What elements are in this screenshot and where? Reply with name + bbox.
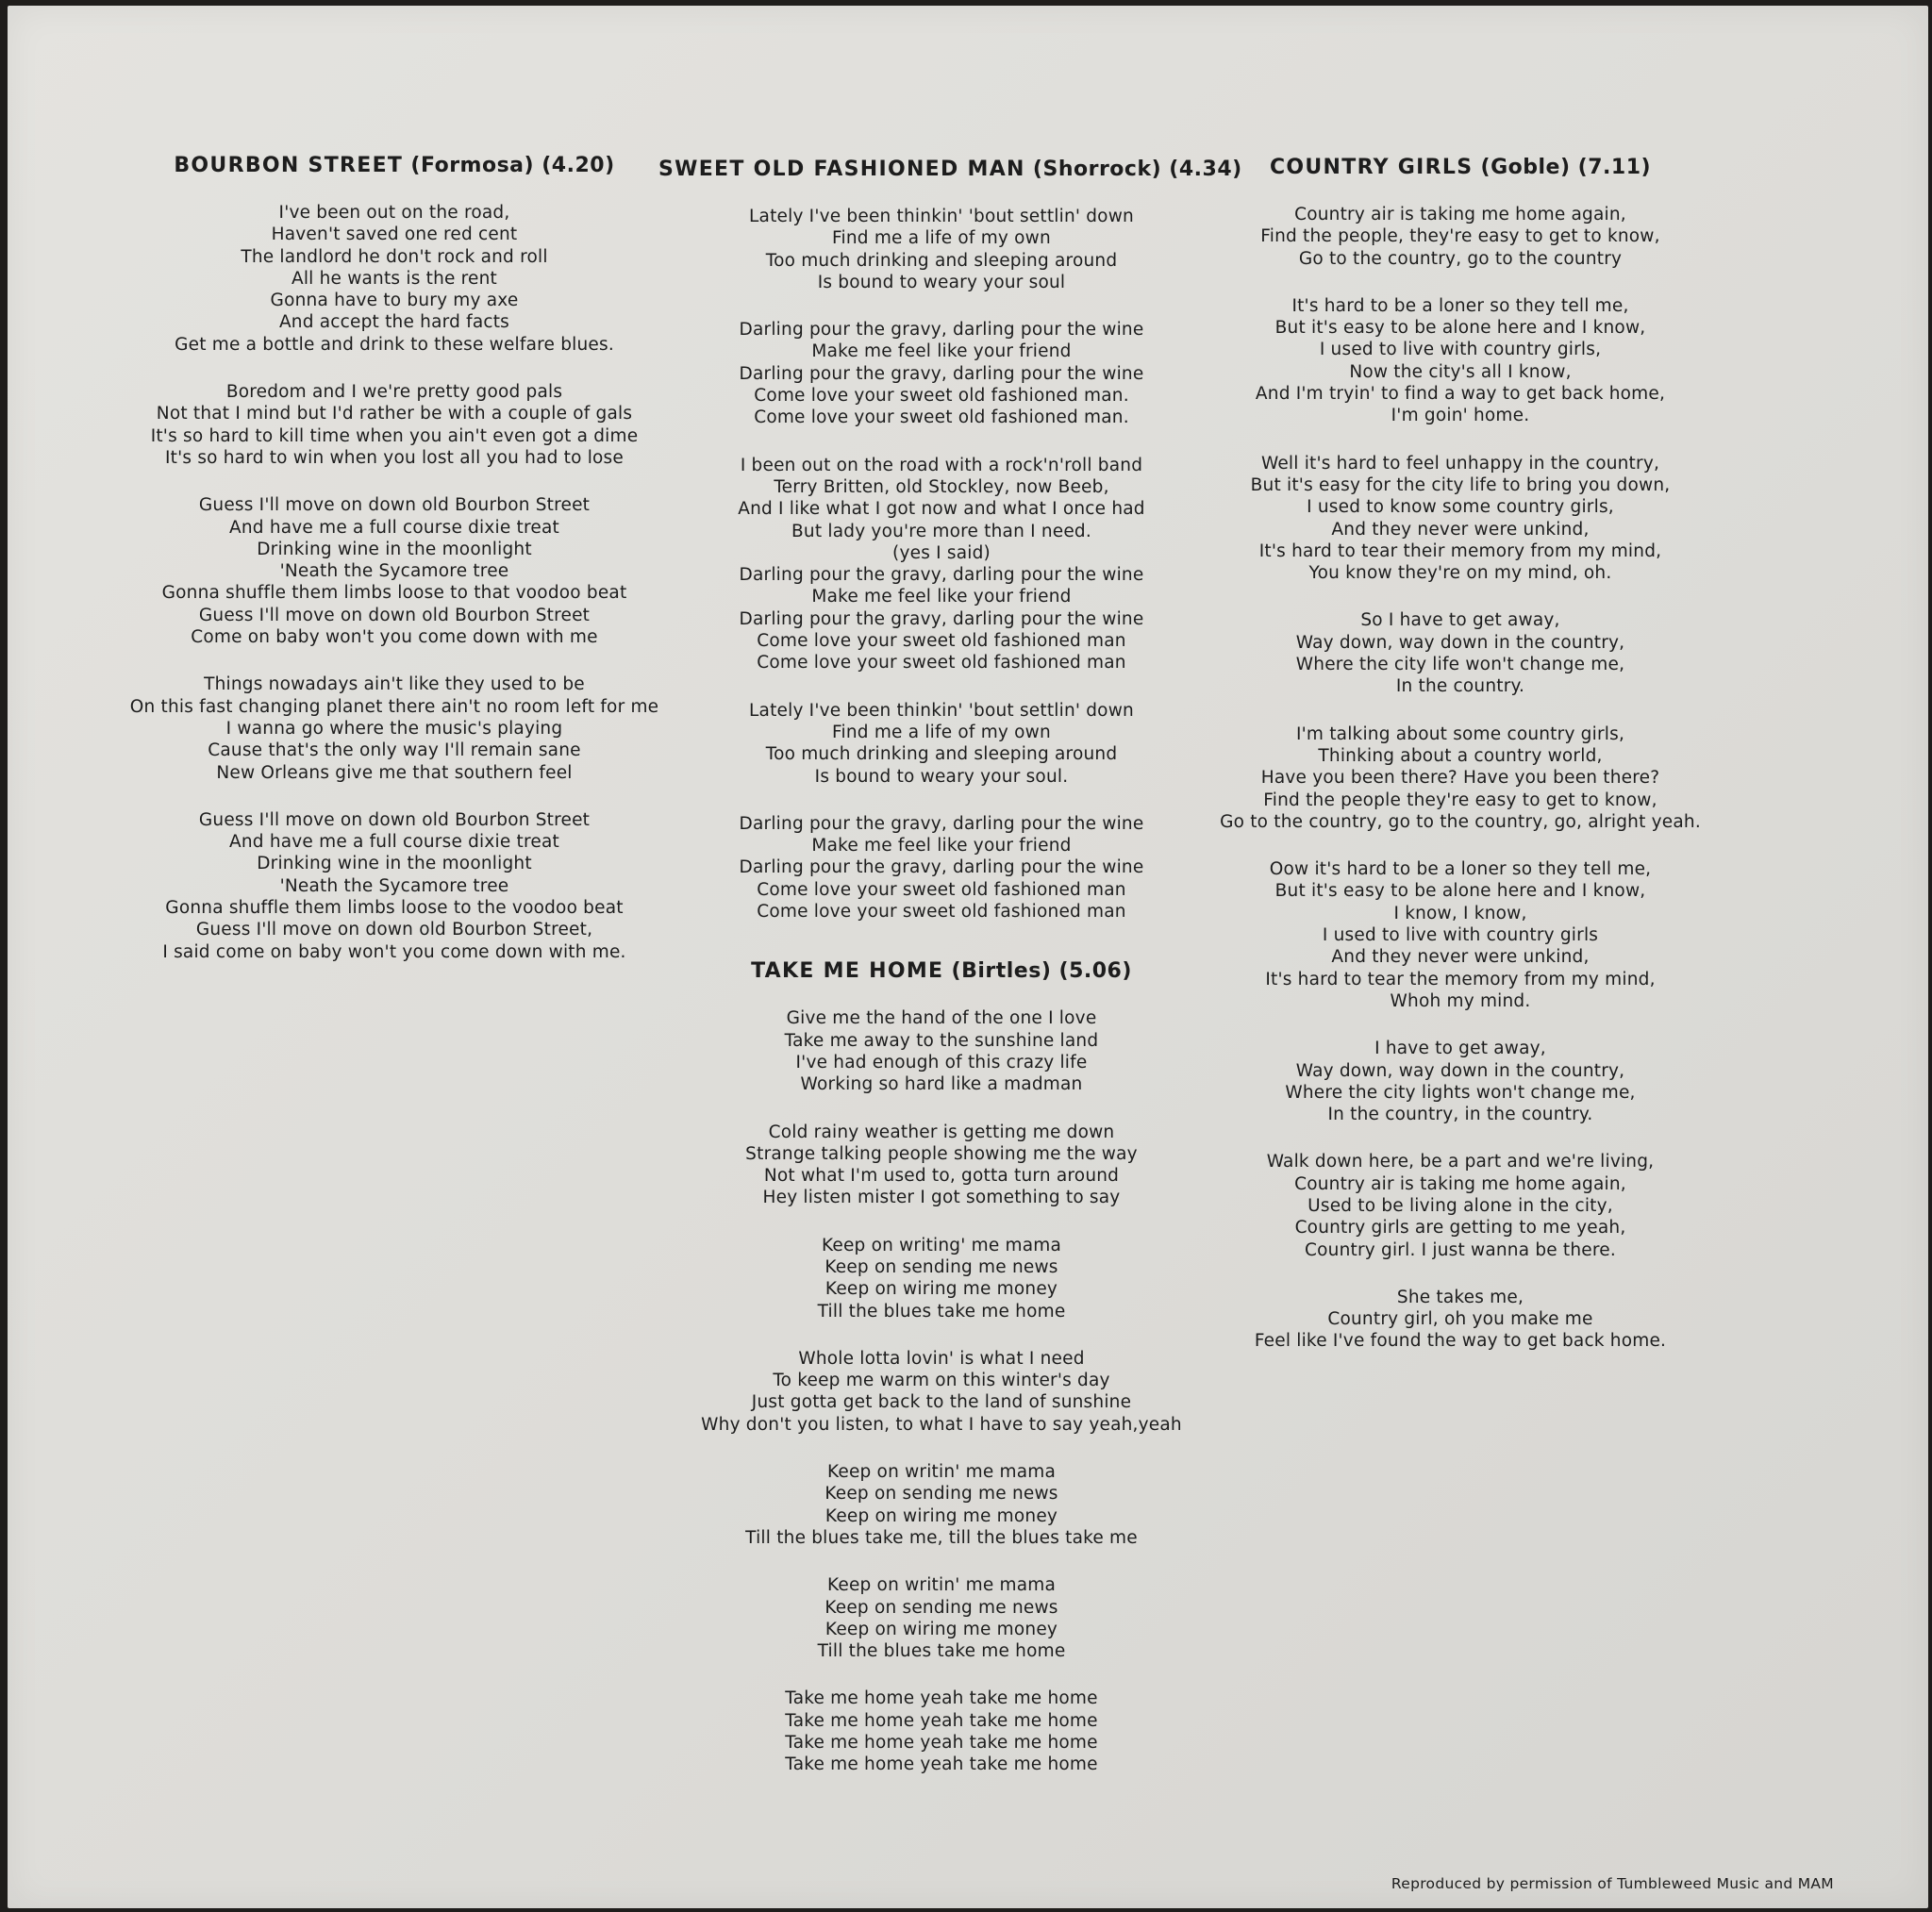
lyric-line: Lately I've been thinkin' 'bout settlin' down (749, 700, 1134, 721)
lyric-line: I've been out on the road, (278, 203, 510, 223)
stanza (658, 1461, 1224, 1549)
lyric-line: Keep on sending me news (824, 1484, 1058, 1505)
lyric-line: Darling pour the gravy, darling pour the wine (739, 363, 1144, 384)
lyric-line: Go to the country, go to the country, go, alright yeah. (1220, 811, 1701, 832)
lyric-line: In the country. (1395, 676, 1525, 697)
song-credit: (Shorrock) (4.34) (1032, 158, 1242, 181)
stanza (121, 673, 668, 783)
lyric-line: On this fast changing planet there ain't no room left for me (129, 696, 659, 717)
lyric-line: Make me feel like your friend (811, 587, 1072, 607)
stanza (121, 202, 668, 356)
lyric-line: Gonna have to bury my axe (270, 291, 519, 311)
song-stanzas (1206, 204, 1715, 1353)
lyric-line: Keep on writing' me mama (821, 1235, 1062, 1255)
lyric-line: I wanna go where the music's playing (225, 718, 563, 739)
song-title (121, 153, 668, 179)
lyric-line: And have me a full course dixie treat (229, 517, 559, 538)
lyric-line: Go to the country, go to the country (1298, 248, 1623, 269)
lyric-line: Drinking wine in the moonlight (257, 854, 532, 874)
lyric-line: It's hard to tear their memory from my mind, (1258, 540, 1662, 561)
stanza (1206, 723, 1715, 833)
song-stanzas (658, 1007, 1224, 1775)
lyric-line: Guess I'll move on down old Bourbon Street (198, 495, 591, 516)
lyric-line: Keep on writin' me mama (826, 1575, 1057, 1596)
lyric-line: Haven't saved one red cent (271, 224, 518, 245)
lyric-line: I used to live with country girls (1322, 925, 1599, 946)
lyric-line: So I have to get away, (1360, 610, 1560, 631)
lyric-line: Where the city lights won't change me, (1285, 1082, 1636, 1103)
song-credit: (Goble) (7.11) (1480, 156, 1652, 179)
lyric-line: Thinking about a country world, (1318, 745, 1603, 766)
lyric-line: But it's easy to be alone here and I know, (1274, 881, 1646, 902)
lyric-line: Come love your sweet old fashioned man (757, 631, 1126, 652)
lyric-line: Things nowadays ain't like they used to be (204, 674, 585, 695)
lyric-line: She takes me, (1396, 1287, 1524, 1307)
stanza (1206, 1287, 1715, 1353)
lyric-line: Working so hard like a madman (800, 1074, 1083, 1095)
song-title (658, 958, 1224, 985)
lyric-line: And I like what I got now and what I once had (738, 499, 1145, 520)
song-name: COUNTRY GIRLS (1269, 156, 1474, 179)
stanza (1206, 453, 1715, 585)
song-sweet-old-fashioned-man (658, 157, 1242, 923)
lyric-line: And I'm tryin' to find a way to get back home, (1255, 384, 1666, 405)
lyric-line: Now the city's all I know, (1349, 361, 1572, 382)
song-credit: (Formosa) (4.20) (410, 154, 615, 177)
lyric-line: Take me home yeah take me home (785, 1754, 1098, 1775)
song-title (658, 157, 1242, 183)
lyric-line: Drinking wine in the moonlight (257, 539, 532, 559)
lyric-line: Find the people they're easy to get to know, (1263, 790, 1657, 810)
lyric-line: Whole lotta lovin' is what I need (798, 1348, 1085, 1369)
stanza (1206, 1151, 1715, 1260)
stanza (658, 1348, 1224, 1436)
column-left (121, 153, 668, 989)
lyric-line: Just gotta get back to the land of sunshine (751, 1392, 1132, 1413)
stanza (658, 1688, 1224, 1775)
song-credit: (Birtles) (5.06) (951, 959, 1132, 984)
lyric-line: But it's easy for the city life to bring you down, (1250, 474, 1671, 495)
song-stanzas (658, 206, 1224, 923)
stanza (658, 1235, 1224, 1322)
lyric-line: Keep on wiring me money (824, 1619, 1058, 1639)
lyric-line: Cause that's the only way I'll remain sane (208, 740, 581, 761)
lyric-line: Find me a life of my own (832, 228, 1051, 249)
lyric-line: Take me home yeah take me home (785, 1688, 1098, 1709)
lyric-line: I have to get away, (1374, 1039, 1546, 1059)
stanza (658, 319, 1224, 428)
lyric-line: It's so hard to kill time when you ain't even got a dime (150, 425, 639, 446)
lyric-line: Strange talking people showing me the way (745, 1143, 1138, 1164)
lyric-line: Too much drinking and sleeping around (765, 744, 1118, 765)
stanza (121, 381, 668, 469)
lyric-line: Not that I mind but I'd rather be with a couple of gals (156, 404, 633, 424)
lyric-line: And have me a full course dixie treat (229, 832, 559, 853)
lyric-line: Not what I'm used to, gotta turn around (763, 1166, 1120, 1187)
lyric-line: Darling pour the gravy, darling pour the wine (739, 320, 1144, 341)
lyric-line: Make me feel like your friend (811, 341, 1072, 362)
lyric-line: And they never were unkind, (1331, 947, 1590, 968)
lyric-line: Guess I'll move on down old Bourbon Street, (195, 920, 593, 940)
permission-credit: Reproduced by permission of Tumbleweed Music and MAM (1391, 1875, 1834, 1892)
song-country-girls (1206, 155, 1715, 1353)
stanza (121, 494, 668, 648)
lyric-line: But it's easy to be alone here and I know, (1274, 318, 1646, 339)
lyric-line: 'Neath the Sycamore tree (279, 875, 509, 896)
lyric-line: Used to be living alone in the city, (1307, 1195, 1613, 1216)
stanza (1206, 295, 1715, 427)
lyric-line: Darling pour the gravy, darling pour the wine (739, 813, 1144, 834)
lyric-line: Give me the hand of the one I love (786, 1008, 1097, 1029)
lyric-line: Take me away to the sunshine land (784, 1030, 1099, 1051)
lyric-line: Keep on sending me news (824, 1256, 1058, 1277)
lyric-line: It's so hard to win when you lost all you had to lose (165, 447, 624, 468)
lyric-line: Oow it's hard to be a loner so they tell me, (1269, 859, 1652, 880)
lyric-line: 'Neath the Sycamore tree (279, 561, 509, 582)
lyric-line: Keep on writin' me mama (826, 1462, 1057, 1483)
lyric-line: Well it's hard to feel unhappy in the country, (1260, 453, 1660, 474)
lyric-line: I'm talking about some country girls, (1295, 723, 1625, 744)
lyric-line: Hey listen mister I got something to say (762, 1188, 1121, 1208)
lyric-line: Come love your sweet old fashioned man (757, 879, 1126, 900)
lyric-line: Walk down here, be a part and we're living, (1266, 1152, 1655, 1172)
lyric-line: Terry Britten, old Stockley, now Beeb, (774, 476, 1109, 497)
song-bourbon-street (121, 153, 668, 963)
lyric-line: Have you been there? Have you been there? (1260, 768, 1660, 789)
stanza (658, 1574, 1224, 1662)
lyric-line: Find the people, they're easy to get to know, (1260, 226, 1660, 247)
lyric-line: I'm goin' home. (1391, 406, 1530, 426)
lyric-line: Whoh my mind. (1390, 990, 1531, 1011)
lyric-line: Darling pour the gravy, darling pour the wine (739, 608, 1144, 629)
stanza (658, 1007, 1224, 1095)
lyric-line: I used to know some country girls, (1307, 497, 1614, 518)
stanza (1206, 609, 1715, 697)
lyric-line: Feel like I've found the way to get back home. (1254, 1331, 1667, 1352)
song-name: TAKE ME HOME (751, 959, 944, 984)
lyric-line: (yes I said) (892, 542, 991, 563)
stanza (658, 700, 1224, 788)
stanza (1206, 858, 1715, 1012)
lyric-line: It's hard to tear the memory from my mind, (1265, 969, 1656, 989)
song-name: BOURBON STREET (174, 154, 404, 177)
lyric-line: Come love your sweet old fashioned man. (754, 407, 1129, 428)
lyric-line: I said come on baby won't you come down with me. (162, 941, 626, 962)
lyric-line: Darling pour the gravy, darling pour the wine (739, 565, 1144, 586)
lyric-line: Too much drinking and sleeping around (765, 250, 1118, 271)
lyric-line: Come love your sweet old fashioned man (757, 902, 1126, 923)
lyric-line: Guess I'll move on down old Bourbon Street (198, 809, 591, 830)
lyric-line: Come love your sweet old fashioned man. (754, 386, 1129, 407)
lyric-line: In the country, in the country. (1327, 1105, 1593, 1125)
lyric-line: Take me home yeah take me home (785, 1733, 1098, 1754)
lyric-line: Boredom and I we're pretty good pals (225, 382, 563, 403)
stanza (658, 1122, 1224, 1209)
lyric-line: Darling pour the gravy, darling pour the wine (739, 857, 1144, 878)
lyric-line: And accept the hard facts (278, 312, 510, 333)
song-stanzas (121, 202, 668, 963)
lyric-line: I used to live with country girls, (1319, 340, 1602, 360)
lyric-line: You know they're on my mind, oh. (1308, 563, 1612, 584)
lyric-line: Way down, way down in the country, (1295, 1060, 1625, 1081)
lyric-line: Country girl. I just wanna be there. (1305, 1239, 1616, 1260)
lyric-line: Till the blues take me, till the blues take me (745, 1527, 1138, 1548)
lyric-line: Keep on sending me news (824, 1597, 1058, 1618)
lyric-line: Gonna shuffle them limbs loose to that voodoo beat (161, 583, 627, 604)
lyric-line: Take me home yeah take me home (785, 1710, 1098, 1731)
lyric-line: New Orleans give me that southern feel (216, 762, 573, 783)
lyric-line: Gonna shuffle them limbs loose to the voodoo beat (165, 898, 624, 919)
lyric-line: All he wants is the rent (291, 268, 498, 289)
lyric-line: Is bound to weary your soul. (814, 766, 1069, 787)
lyric-line: Keep on wiring me money (824, 1505, 1058, 1526)
lyric-line: Keep on wiring me money (824, 1279, 1058, 1300)
lyric-line: Country girl, oh you make me (1327, 1309, 1593, 1330)
lyric-line: Come love your sweet old fashioned man (757, 653, 1126, 673)
lyric-line: Guess I'll move on down old Bourbon Street (198, 605, 591, 625)
stanza (658, 813, 1224, 923)
column-right (1206, 155, 1715, 1378)
lyric-line: To keep me warm on this winter's day (773, 1371, 1110, 1391)
lyric-line: I've had enough of this crazy life (795, 1052, 1088, 1072)
lyric-line: Where the city life won't change me, (1295, 655, 1625, 675)
lyric-line: Cold rainy weather is getting me down (768, 1122, 1115, 1142)
stanza (1206, 204, 1715, 270)
lyric-line: But lady you're more than I need. (791, 521, 1091, 541)
lyric-line: Find me a life of my own (832, 722, 1051, 742)
song-title (1206, 155, 1715, 181)
lyric-line: I know, I know, (1393, 903, 1527, 923)
lyric-line: Country air is taking me home again, (1294, 205, 1626, 224)
lyric-line: Way down, way down in the country, (1295, 632, 1625, 653)
stanza (658, 206, 1224, 293)
stanza (658, 455, 1224, 674)
lyric-line: Till the blues take me home (817, 1641, 1066, 1662)
stanza (1206, 1038, 1715, 1125)
lyric-line: I been out on the road with a rock'n'roll band (740, 455, 1143, 475)
lyric-line: The landlord he don't rock and roll (241, 246, 548, 267)
lyric-line: Till the blues take me home (817, 1301, 1066, 1322)
column-middle (658, 157, 1242, 1802)
lyric-line: Come on baby won't you come down with me (191, 627, 598, 648)
lyric-line: Country air is taking me home again, (1294, 1173, 1626, 1194)
lyric-line: Get me a bottle and drink to these welfare blues. (175, 334, 614, 355)
lyric-line: Lately I've been thinkin' 'bout settlin' down (749, 207, 1134, 226)
lyric-sheet (8, 6, 1928, 1908)
lyric-line: Make me feel like your friend (811, 836, 1072, 856)
lyric-line: And they never were unkind, (1331, 519, 1590, 540)
stanza (121, 809, 668, 963)
lyric-line: Is bound to weary your soul (817, 272, 1066, 292)
lyric-line: Country girls are getting to me yeah, (1294, 1218, 1626, 1239)
lyric-line: It's hard to be a loner so they tell me, (1291, 295, 1629, 316)
song-take-me-home (658, 958, 1224, 1775)
lyric-line: Why don't you listen, to what I have to say yeah,yeah (701, 1414, 1182, 1435)
song-name: SWEET OLD FASHIONED MAN (658, 158, 1025, 181)
